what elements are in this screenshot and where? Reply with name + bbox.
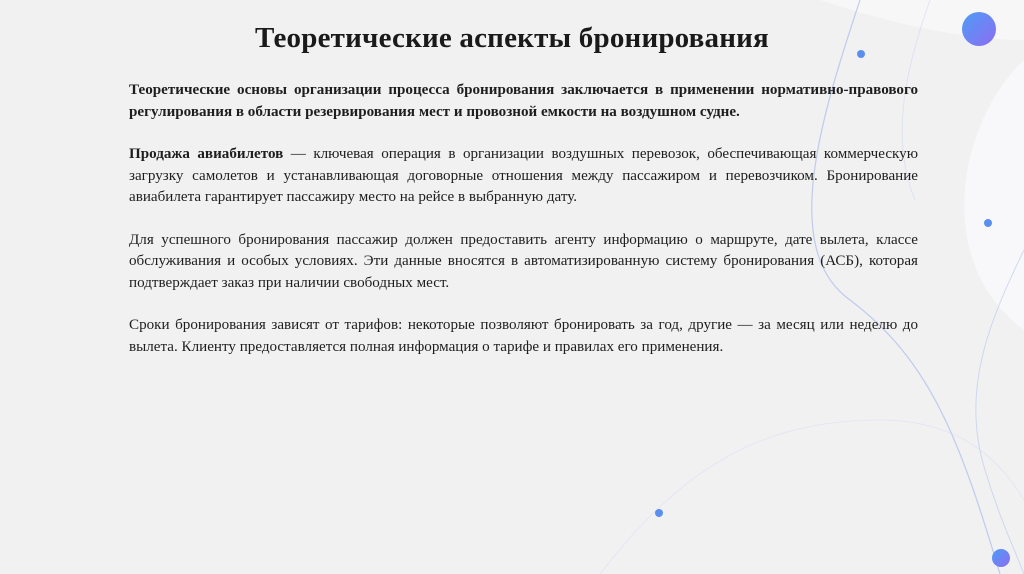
decor-curve <box>976 250 1024 574</box>
decor-dot <box>984 219 992 227</box>
decor-curve <box>600 420 1024 574</box>
content-body <box>129 80 918 379</box>
paragraph-principles: Теоретические основы организации процесса бронирования заключается в применении нормативно-правового регулирования в области резервирования мест и провозной емкости на воздушном судне. <box>129 82 918 120</box>
paragraph-booking-info: Для успешного бронирования пассажир должен предоставить агенту информацию о маршруте, дате вылета, классе обслуживания и особых условиях. Эти данные вносятся в автоматизированную систему бронирования (АСБ), которая подтверждает заказ при наличии свободных мест. <box>129 231 918 291</box>
decor-dot <box>992 549 1010 567</box>
background-light-shape <box>964 60 1024 330</box>
paragraph-ticket-sales-text: — ключевая операция в организации воздушных перевозок, обеспечивающая коммерческую загрузку самолетов и устанавливающая договорные отношения между пассажиром и перевозчиком. Бронирование авиабилета гарантирует пассажиру место на рейсе в выбранную дату. <box>129 146 918 205</box>
decor-dot <box>655 509 663 517</box>
paragraph-ticket-sales <box>129 144 918 209</box>
slide-title: Теоретические аспекты бронирования <box>255 22 769 54</box>
paragraph-lead-term: Продажа авиабилетов <box>129 146 284 162</box>
paragraph-booking-terms: Сроки бронирования зависят от тарифов: некоторые позволяют бронировать за год, другие — за месяц или неделю до вылета. Клиенту предоставляется полная информация о тарифе и правилах его применения. <box>129 317 918 355</box>
